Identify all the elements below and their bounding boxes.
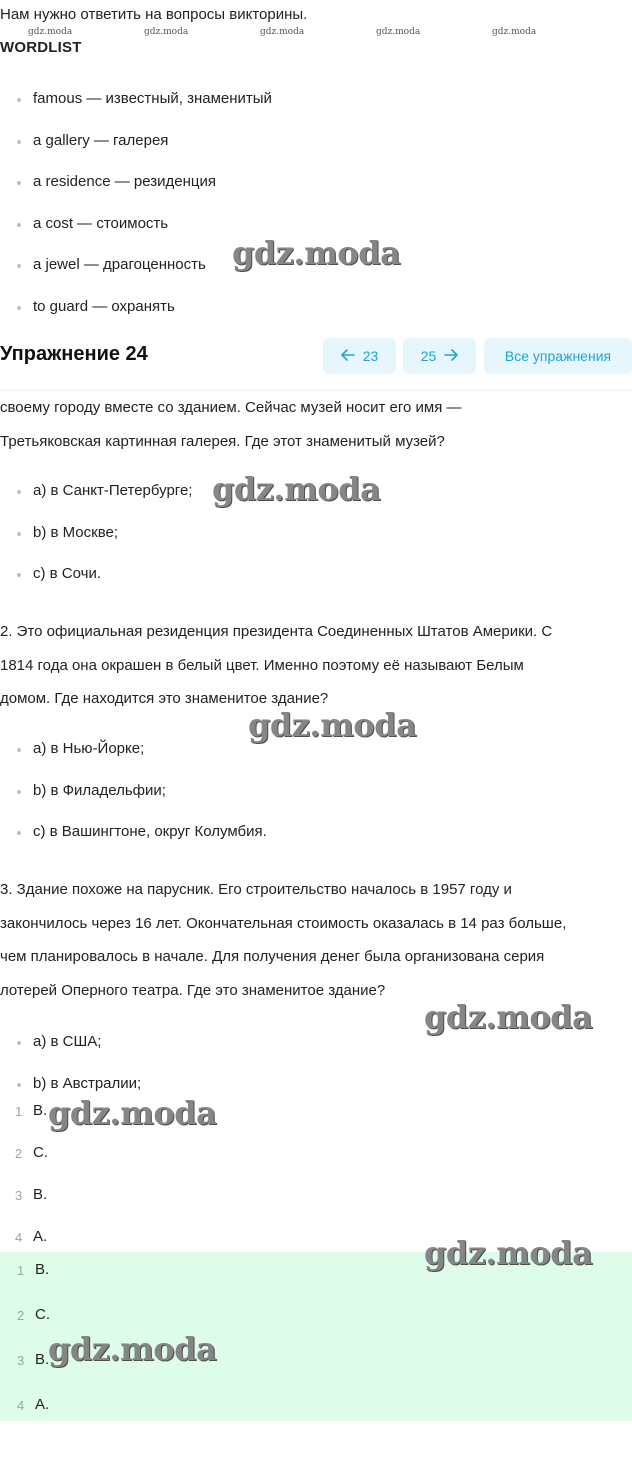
next-exercise-label: 25 [420,348,437,364]
question-line: Третьяковская картинная галерея. Где этот знаменитый музей? [0,432,445,450]
wordlist-title: WORDLIST [0,39,82,56]
watermark: gdz.moda [48,1094,217,1132]
wordlist-item: a gallery — галерея [0,131,272,173]
answer-number: 3 [15,1188,23,1203]
question-line: своему городу вместе со зданием. Сейчас музей носит его имя — [0,399,462,416]
exercise-title: Упражнение 24 [0,343,148,365]
answer-item [0,1350,50,1395]
small-watermark: gdz.moda [376,27,421,37]
answer-text: B. [33,1102,48,1119]
answer-text: B. [33,1186,48,1203]
small-watermark: gdz.moda [28,27,73,37]
watermark: gdz.moda [232,234,401,272]
answer-number: 4 [17,1398,25,1413]
answer-item [0,1143,48,1185]
small-watermark: gdz.moda [144,27,189,37]
option-item: a) в США; [0,1032,141,1074]
all-exercises-button[interactable] [484,338,632,374]
question-line: чем планировалось в начале. Для получения денег была организована серия [0,948,545,966]
option-item: c) в Сочи. [0,564,192,606]
question-1-options [0,481,192,606]
answers-list [0,1101,48,1269]
watermark: gdz.moda [424,1234,593,1272]
question-2-text [0,615,632,716]
answer-number: 1 [17,1263,25,1278]
highlighted-answers-list [0,1260,50,1440]
answer-item [0,1395,50,1440]
answer-number: 2 [15,1146,23,1161]
question-2-options [0,739,267,864]
answer-text: A. [35,1396,50,1413]
question-line: закончилось через 16 лет. Окончательная стоимость оказалась в 14 раз больше, [0,914,567,932]
option-item: b) в Филадельфии; [0,781,267,823]
option-item: a) в Нью-Йорке; [0,739,267,781]
answer-text: A. [33,1228,48,1245]
prev-exercise-label: 23 [362,348,379,364]
question-line: 1814 года она окрашен в белый цвет. Именно поэтому её называют Белым [0,656,524,674]
answer-item [0,1305,50,1350]
small-watermark: gdz.moda [260,27,305,37]
intro-text: Нам нужно ответить на вопросы викторины. [0,6,308,23]
answer-number: 3 [17,1353,25,1368]
watermark: gdz.moda [248,706,417,744]
answer-text: B. [35,1351,50,1368]
answer-number: 2 [17,1308,25,1323]
wordlist-item: a cost — стоимость [0,214,272,256]
arrow-left-icon [341,348,355,364]
wordlist-item: a jewel — драгоценность [0,255,272,297]
option-item: c) в Вашингтоне, округ Колумбия. [0,822,267,864]
option-item: a) в Санкт-Петербурге; [0,481,192,523]
question-line: домом. Где находится это знаменитое здание? [0,690,329,708]
wordlist-item: famous — известный, знаменитый [0,89,272,131]
watermark: gdz.moda [424,998,593,1036]
answer-item [0,1101,48,1143]
question-line: 2. Это официальная резиденция президента Соединенных Штатов Америки. С [0,623,553,640]
answer-text: C. [35,1306,50,1323]
option-item: b) в Австралии; [0,1074,141,1116]
answer-text: B. [35,1261,50,1278]
answer-text: C. [33,1144,48,1161]
wordlist-item: to guard — охранять [0,297,272,339]
question-1-text [0,391,632,458]
wordlist [0,89,272,339]
answer-highlight-block [0,1252,632,1421]
wordlist-item: a residence — резиденция [0,172,272,214]
watermark: gdz.moda [48,1330,217,1368]
question-line: 3. Здание похоже на парусник. Его строительство началось в 1957 году и [0,881,512,898]
option-item: b) в Москве; [0,523,192,565]
answer-number: 1 [15,1104,23,1119]
question-3-text [0,873,632,1007]
question-line: лотерей Оперного театра. Где это знаменитое здание? [0,981,386,999]
small-watermark: gdz.moda [492,27,537,37]
answer-item [0,1185,48,1227]
answer-item [0,1260,50,1305]
all-exercises-label: Все упражнения [504,348,612,364]
watermark: gdz.moda [212,470,381,508]
arrow-right-icon [444,348,458,364]
next-exercise-button[interactable] [403,338,476,374]
prev-exercise-button[interactable] [323,338,396,374]
answer-number: 4 [15,1230,23,1245]
